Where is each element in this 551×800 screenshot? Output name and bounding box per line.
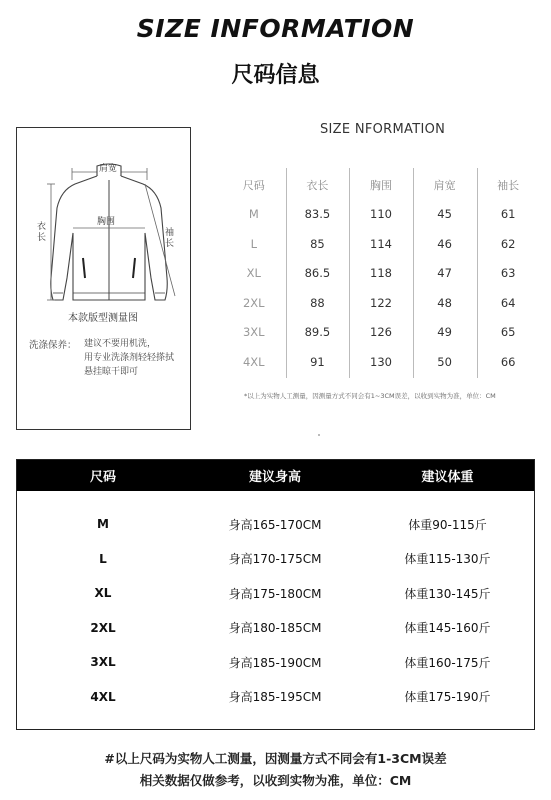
recommendation-table-header [17,460,534,491]
table-cell: 50 [437,354,452,369]
table-cell: 46 [437,236,452,251]
table-cell: 身高185-195CM [228,690,322,705]
table-cell: 62 [500,236,516,251]
table-cell: 63 [500,266,516,281]
header-cell: 尺码 [242,178,265,192]
table-cell: 体重145-160斤 [404,621,491,636]
header-cell: 建议体重 [421,470,474,485]
table-cell: 47 [437,266,452,281]
header-cell: 尺码 [89,470,116,485]
size-table-header [222,170,540,200]
table-cell: 2XL [242,295,265,310]
table-cell: 61 [500,207,516,222]
table-cell: 48 [437,295,452,310]
table-cell: 身高165-170CM [228,517,322,532]
table-cell: M [97,517,109,532]
table-cell: M [248,207,259,222]
table-cell: 体重115-130斤 [404,552,491,567]
header-cell: 胸围 [369,178,392,192]
label-shoulder: 肩宽 [99,164,118,174]
table-row [222,318,540,348]
table-cell: 130 [370,354,392,369]
illustration-caption: 本款版型测量图 [68,313,138,324]
table-row [17,576,534,611]
table-cell: 65 [500,325,516,340]
table-cell: 85 [310,236,325,251]
table-row [17,680,534,715]
header-cell: 建议身高 [248,470,301,485]
table-row [17,611,534,646]
table-cell: 身高180-185CM [228,621,322,636]
wash-line: 用专业洗涤剂轻轻搽拭 [84,353,175,363]
table-cell: 身高185-190CM [228,655,322,670]
table-cell: 4XL [90,689,116,704]
table-cell: 体重130-145斤 [404,586,491,601]
header-cell: 衣长 [306,178,329,192]
table-cell: 身高170-175CM [228,552,322,567]
measurement-illustration-panel [16,127,191,430]
table-row [222,229,540,259]
label-chest: 胸围 [97,217,116,227]
table-row [222,347,540,377]
table-cell: 86.5 [304,266,331,281]
table-cell: 45 [437,207,452,222]
label-sleeve: 袖长 [165,228,175,249]
size-table-footnote: *以上为实物人工测量，因测量方式不同会有1~3CM误差，以收到实物为准，单位：CM [244,392,496,400]
table-cell: XL [246,266,261,281]
table-cell: 4XL [242,354,265,369]
recommendation-table [16,459,535,730]
table-cell: 3XL [90,655,116,670]
table-cell: L [99,551,107,566]
table-cell: XL [94,586,112,601]
table-cell: 体重90-115斤 [408,517,487,532]
wash-instructions [84,337,189,379]
table-cell: 体重175-190斤 [404,690,491,705]
header-cell: 袖长 [497,178,520,192]
table-cell: 89.5 [304,325,331,340]
wash-label: 洗涤保养： [29,340,77,351]
table-cell: 2XL [90,620,116,635]
table-cell: 64 [500,295,516,310]
title-en: SIZE INFORMATION [136,14,415,43]
size-table [222,170,540,377]
table-cell: 83.5 [304,207,331,222]
subtitle-en: SIZE NFORMATION [320,122,446,137]
label-length: 衣长 [37,222,47,243]
table-row [222,200,540,230]
bottom-note-line: 相关数据仅做参考，以收到实物为准，单位：CM [139,773,412,788]
table-row [17,645,534,680]
table-cell: L [250,236,257,251]
wash-line: 悬挂晾干即可 [84,367,139,377]
table-cell: 体重160-175斤 [404,655,491,670]
bottom-note-line: #以上尺码为实物人工测量，因测量方式不同会有1-3CM误差 [104,751,447,766]
table-row [17,507,534,542]
table-row [222,288,540,318]
title-cn: 尺码信息 [231,63,320,88]
table-cell: 88 [310,295,325,310]
table-row [17,542,534,577]
table-cell: 110 [370,207,392,222]
divider-dot [318,434,320,436]
table-cell: 122 [370,295,392,310]
header-cell: 肩宽 [433,178,456,192]
wash-line: 建议不要用机洗， [84,339,157,349]
table-cell: 3XL [242,325,265,340]
table-cell: 118 [370,266,392,281]
table-cell: 身高175-180CM [228,586,322,601]
table-cell: 49 [437,325,452,340]
table-cell: 126 [370,325,392,340]
table-cell: 91 [310,354,325,369]
table-row [222,259,540,289]
table-cell: 66 [500,354,516,369]
table-cell: 114 [370,236,392,251]
